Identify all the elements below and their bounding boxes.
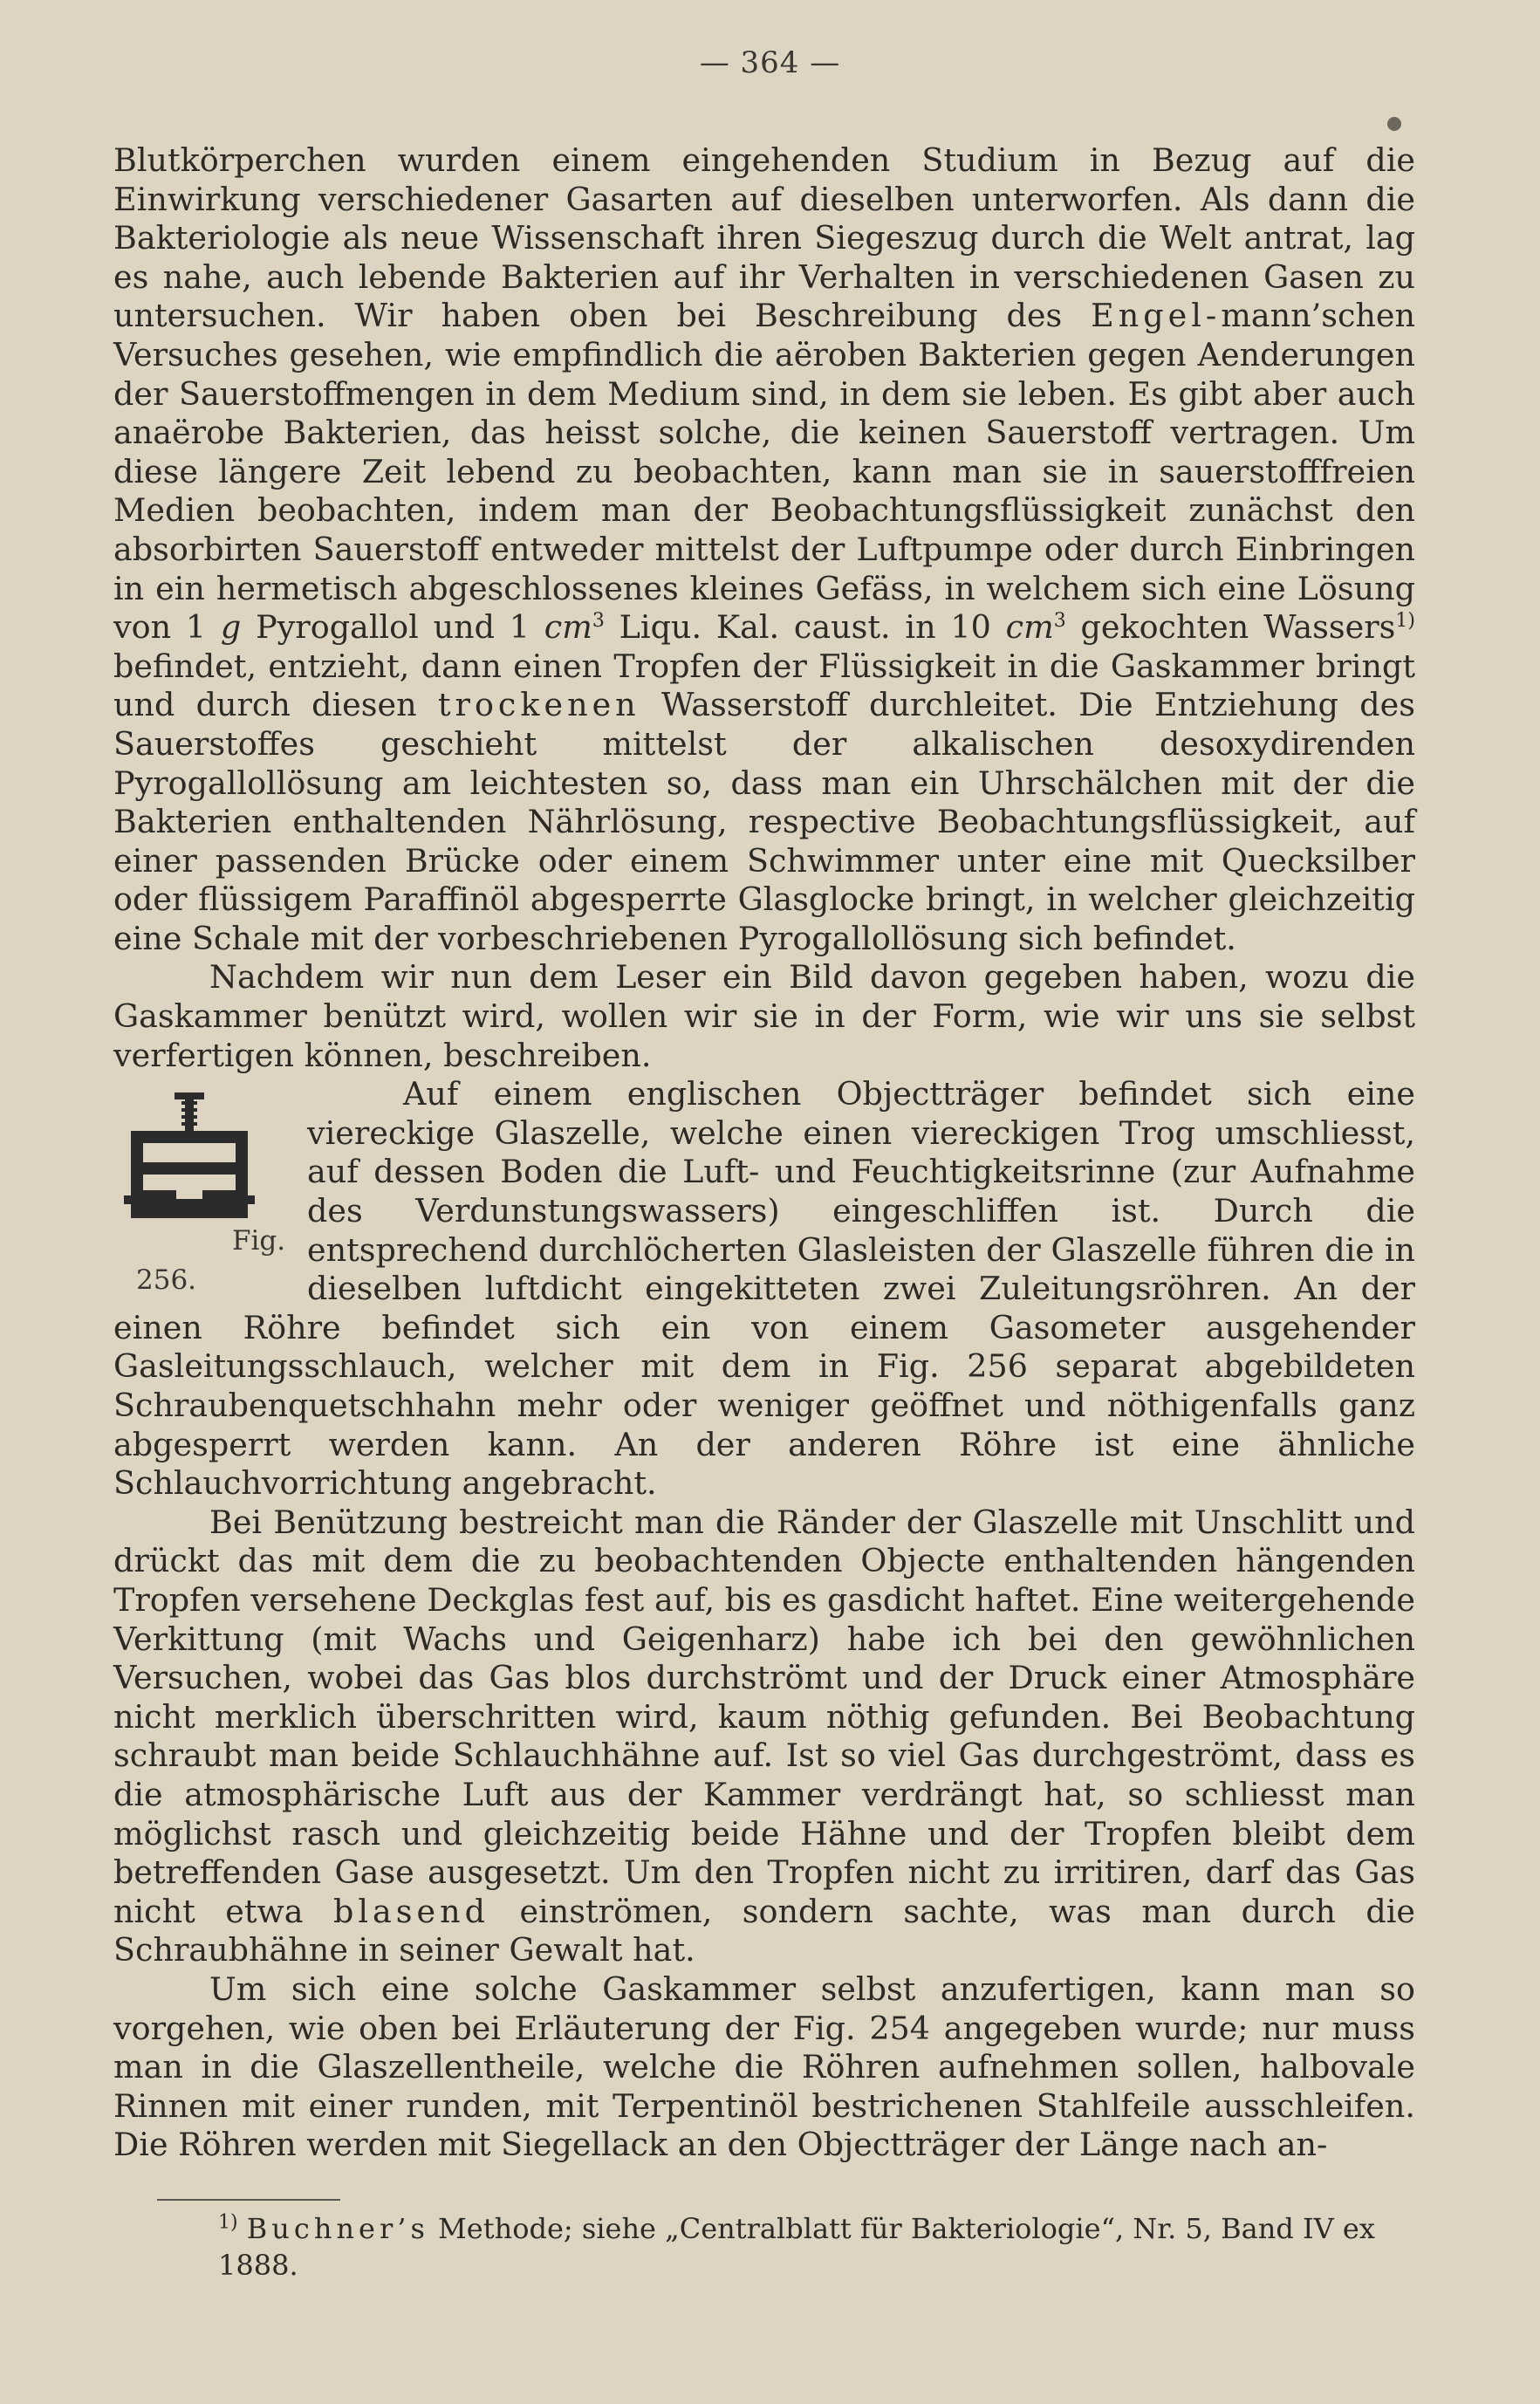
footnote-reference: 1) [1395,609,1416,632]
text-run: befindet, entzieht, dann einen Tropfen der Flüssigkeit in die Gaskammer bringt und durch diesen [113,647,1415,724]
unit-cm: cm [1005,608,1054,647]
figure-letters: OS [279,1196,305,1216]
spaced-name: Engel- [1091,297,1222,335]
ink-spot [1387,117,1401,131]
figure-caption: Fig. 256. [136,1225,286,1296]
spaced-word: trockenen [437,686,640,724]
text-run: Auf einem englischen Objectträger befindet sich eine viereckige Glaszelle, welche einen viereckigen Trog umschliesst, auf dessen Boden die Luft- und Feuchtigkeitsrinne (zur Aufnahme des Verdunstungswassers) eingeschliffen ist. Durch die entsprechend durchlöcherten Glasleisten der Glaszelle führen die in dieselben luftdicht eingekitteten zwei Zuleitungsröhren. An der einen Röhre befindet sich ein von einem Gasometer ausgehender Gasleitungsschlauch, welcher mit dem in Fig. 256 separat abgebildeten Schraubenquetschhahn mehr oder weniger geöffnet und nöthigenfalls ganz abgesperrt werden kann. An der anderen Röhre ist eine ähnliche Schlauchvorrichtung angebracht. [113,1075,1415,1503]
superscript: 3 [592,609,605,632]
text-run: Wasserstoff durchleitet. Die Entziehung des Sauerstoffes geschieht mittelst der alkalischen desoxydirenden Pyrogallollösung am leichtesten so, dass man ein Uhrschälchen mit der die Bakterien enthaltenden Nährlösung, respective Beobachtungsflüssigkeit, auf einer passenden Brücke oder einem Schwimmer unter eine mit Quecksilber oder flüssigem Paraffinöl abgesperrte Glasglocke bringt, in welcher gleichzeitig eine Schale mit der vorbeschriebenen Pyrogallollösung sich befindet. [113,686,1415,957]
spaced-word: blasend [332,1892,489,1930]
paragraph-3 [113,1075,1415,1503]
page-number: — 364 — [699,45,841,80]
unit-g: g [220,608,242,647]
footnote-rule [157,2199,340,2201]
text-run: Bei Benützung bestreicht man die Ränder der Glaszelle mit Unschlitt und drückt das mit dem die zu beobachtenden Objecte enthaltenden hängenden Tropfen versehene Deckglas fest auf, bis es gasdicht haftet. Eine weitergehende Verkittung (mit Wachs und Geigenharz) habe ich bei den gewöhnlichen Versuchen, wobei das Gas blos durchströmt und der Druck einer Atmosphäre nicht merklich überschritten wird, kaum nöthig gefunden. Bei Beobachtung schraubt man beide Schlauchhähne auf. Ist so viel Gas durchgeströmt, dass es die atmosphärische Luft aus der Kammer verdrängt hat, so schliesst man möglichst rasch und gleichzeitig beide Hähne und der Tropfen bleibt dem betreffenden Gase ausgesetzt. Um den Tropfen nicht zu irritiren, darf das Gas nicht etwa [113,1503,1415,1930]
text-run: Pyrogallol und 1 [256,608,530,647]
text-run: Liqu. Kal. caust. in 10 [619,608,991,647]
main-text [113,141,1415,2165]
text-run: mann’schen Versuches gesehen, wie empfindlich die aëroben Bakterien gegen Aenderungen der Sauerstoffmengen in dem Medium sind, in dem sie leben. Es gibt aber auch anaërobe Bakterien, das heisst solche, die keinen Sauerstoff vertragen. Um diese längere Zeit lebend zu beobachten, kann man sie in sauerstofffreien Medien beobachten, indem man der Beobachtungsflüssigkeit zunächst den absorbirten Sauerstoff entweder mittelst der Luftpumpe oder durch Einbringen in ein hermetisch abgeschlossenes kleines Gefäss, in welchem sich eine Lösung von 1 [113,297,1415,647]
unit-cm: cm [544,608,592,647]
text-run: gekochten Wassers [1080,608,1396,647]
footnote-marker: 1) [218,2211,238,2234]
superscript: 3 [1053,609,1066,632]
footnote [218,2210,1431,2284]
paragraph-1 [113,141,1415,958]
footnote-text: Methode; siehe „Centralblatt für Bakteriologie“, Nr. 5, Band IV ex 1888. [218,2212,1375,2282]
footnote-author: Buchner’s [246,2212,429,2245]
paragraph-5: Um sich eine solche Gaskammer selbst anzufertigen, kann man so vorgehen, wie oben bei Erläuterung der Fig. 254 angegeben wurde; nur muss man in die Glaszellentheile, welche die Röhren aufnehmen sollen, halbovale Rinnen mit einer runden, mit Terpentinöl bestrichenen Stahlfeile ausschleifen. Die Röhren werden mit Siegellack an den Objectträger der Länge nach an- [113,1969,1415,2164]
paragraph-4 [113,1503,1415,1970]
paragraph-2: Nachdem wir nun dem Leser ein Bild davon gegeben haben, wozu die Gaskammer benützt wird, wollen wir sie in der Form, wie wir uns sie selbst verfertigen können, beschreiben. [113,958,1415,1074]
text-run: einströmen, sondern sachte, was man durch die Schraubhähne in seiner Gewalt hat. [113,1892,1415,1969]
text-run: Blutkörperchen wurden einem eingehenden Studium in Bezug auf die Einwirkung verschiedener Gasarten auf dieselben unterworfen. Als dann die Bakteriologie als neue Wissenschaft ihren Siegeszug durch die Welt antrat, lag es nahe, auch lebende Bakterien auf ihr Verhalten in verschiedenen Gasen zu untersuchen. Wir haben oben bei Beschreibung des [113,141,1415,335]
figure-256 [113,1082,305,1296]
